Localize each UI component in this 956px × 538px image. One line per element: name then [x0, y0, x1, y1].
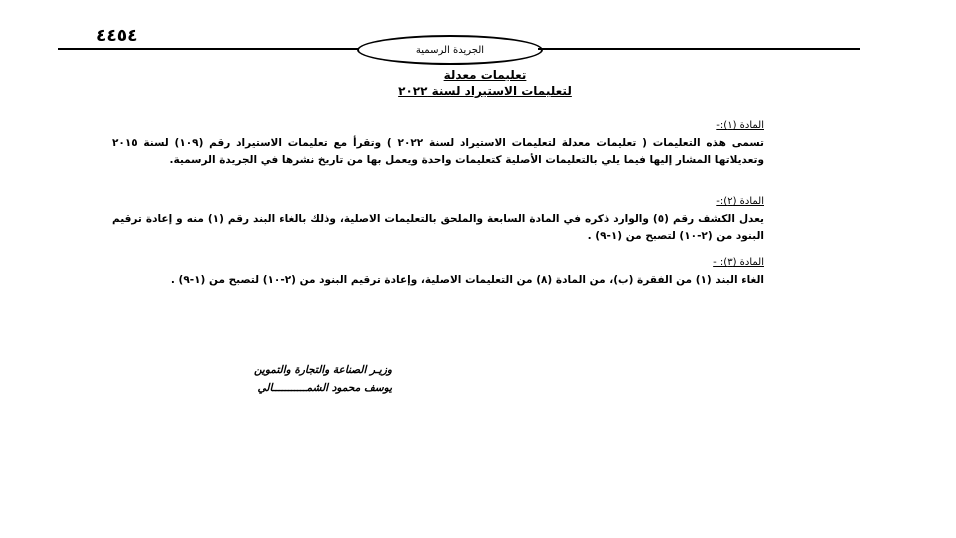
- article-1-text: تسمى هذه التعليمات ( تعليمات معدلة لتعليمات الاستيراد لسنة ٢٠٢٢ ) وتقرأ مع تعليمات الاستيراد رقم (١٠٩) لسنة ٢٠١٥ وتعديلاتها المشار إليها فيما يلي بالتعليمات الأصلية كتعليمات واحدة ويعمل بها من تاريخ نشرها في الجريدة الرسمية.: [112, 137, 764, 166]
- header-rule-right: [538, 48, 860, 50]
- article-3-heading: المادة (٣): -: [713, 257, 764, 268]
- article-2-text: يعدل الكشف رقم (٥) والوارد ذكره في المادة السابعة والملحق بالتعليمات الاصلية، وذلك بالغاء البند رقم (١) منه و إعادة ترقيم البنود من (٢-١٠) لتصبح من (١-٩) .: [112, 213, 764, 242]
- article-2-heading: المادة (٢):-: [716, 196, 764, 207]
- header-rule-left: [58, 48, 358, 50]
- masthead-label: الجريدة الرسمية: [415, 44, 485, 56]
- document-subtitle: لتعليمات الاستيراد لسنة ٢٠٢٢: [398, 84, 572, 98]
- article-3: [112, 254, 764, 289]
- page-number: ٤٤٥٤: [96, 26, 138, 46]
- document-title: تعليمات معدلة: [443, 68, 527, 82]
- article-1-heading: المادة (١):-: [716, 120, 764, 131]
- article-3-text: الغاء البند (١) من الفقرة (ب)، من المادة (٨) من التعليمات الاصلية، وإعادة ترقيم البنود من (٢-١٠) لتصبح من (١-٩) .: [170, 274, 764, 286]
- article-2: [112, 193, 764, 245]
- signatory-title: وزيـر الصناعة والتجارة والتموين: [253, 364, 392, 376]
- masthead-oval: [357, 35, 543, 65]
- article-1: [112, 117, 764, 169]
- signatory-name: يوسف محمود الشمـــــــــــالي: [257, 382, 392, 394]
